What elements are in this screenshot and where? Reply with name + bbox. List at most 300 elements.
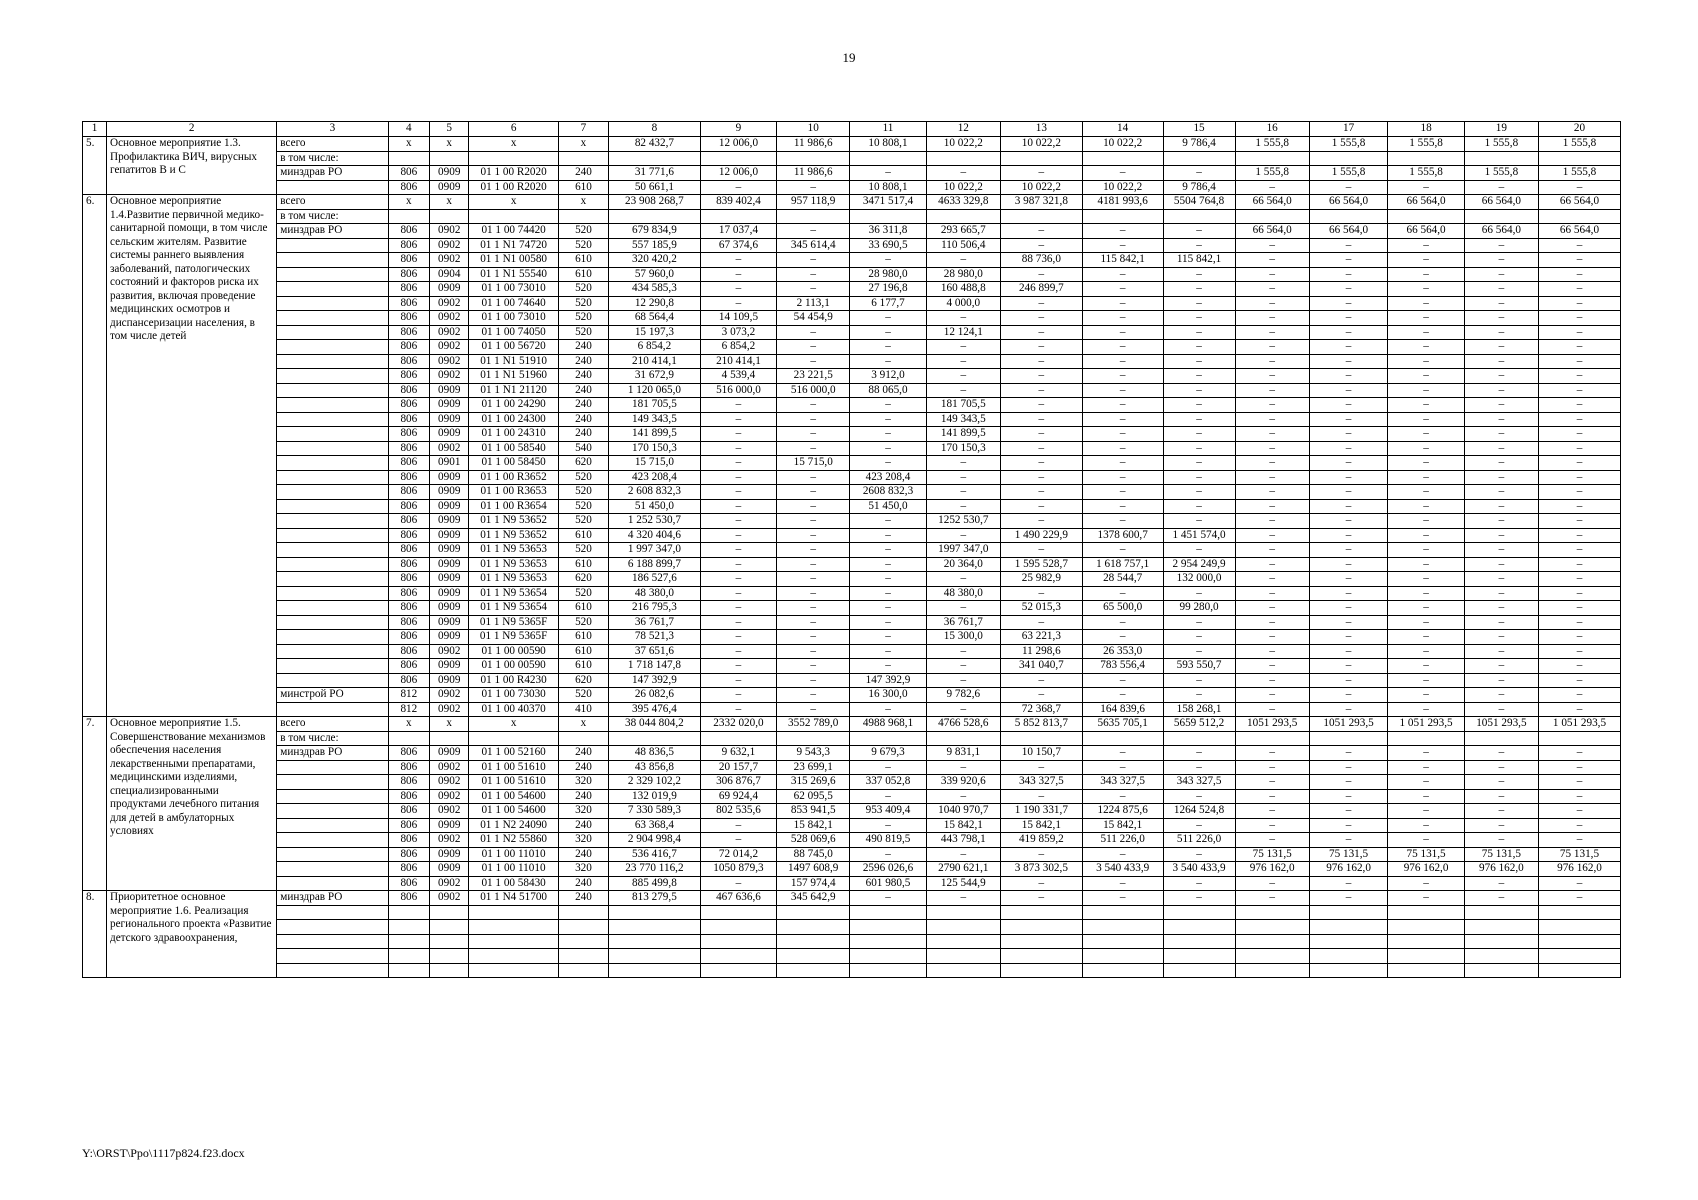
year-amount-cell bbox=[1388, 920, 1464, 935]
year-amount-cell: – bbox=[1163, 383, 1235, 398]
year-amount-cell: – bbox=[850, 253, 926, 268]
year-amount-cell: – bbox=[1388, 456, 1464, 471]
year-amount-cell: – bbox=[1464, 253, 1538, 268]
executor-cell bbox=[277, 586, 388, 601]
table-row bbox=[83, 427, 1621, 442]
year-amount-cell: – bbox=[1388, 760, 1464, 775]
column-number-cell: 18 bbox=[1388, 122, 1464, 137]
csr-code-cell: 01 1 N9 53654 bbox=[469, 601, 559, 616]
year-amount-cell: 75 131,5 bbox=[1388, 847, 1464, 862]
table-row bbox=[83, 543, 1621, 558]
year-amount-cell: – bbox=[1082, 166, 1163, 181]
column-number-cell: 5 bbox=[430, 122, 469, 137]
year-amount-cell: – bbox=[1000, 354, 1082, 369]
executor-cell bbox=[277, 514, 388, 529]
year-amount-cell: – bbox=[1163, 760, 1235, 775]
table-row bbox=[83, 789, 1621, 804]
year-amount-cell: – bbox=[1235, 659, 1309, 674]
year-amount-cell: – bbox=[777, 253, 850, 268]
year-amount-cell: – bbox=[1163, 630, 1235, 645]
year-amount-cell: 2332 020,0 bbox=[700, 717, 776, 732]
executor-cell bbox=[277, 673, 388, 688]
column-number-cell: 6 bbox=[469, 122, 559, 137]
year-amount-cell: – bbox=[850, 644, 926, 659]
executor-cell bbox=[277, 412, 388, 427]
year-amount-cell: – bbox=[1538, 572, 1620, 587]
year-amount-cell: – bbox=[777, 644, 850, 659]
executor-cell bbox=[277, 760, 388, 775]
year-amount-cell bbox=[1309, 209, 1388, 224]
year-amount-cell: 15 715,0 bbox=[777, 456, 850, 471]
total-amount-cell: 23 908 268,7 bbox=[609, 195, 701, 210]
year-amount-cell: – bbox=[1163, 427, 1235, 442]
year-amount-cell: – bbox=[700, 572, 776, 587]
year-amount-cell bbox=[850, 934, 926, 949]
vr-code-cell: 520 bbox=[558, 296, 608, 311]
year-amount-cell: – bbox=[1082, 296, 1163, 311]
year-amount-cell: – bbox=[1309, 557, 1388, 572]
year-amount-cell bbox=[1000, 209, 1082, 224]
rzpr-code-cell: 0901 bbox=[430, 456, 469, 471]
year-amount-cell: 839 402,4 bbox=[700, 195, 776, 210]
year-amount-cell: – bbox=[1309, 630, 1388, 645]
rzpr-code-cell: 0909 bbox=[430, 166, 469, 181]
year-amount-cell bbox=[1309, 949, 1388, 964]
year-amount-cell: – bbox=[1163, 311, 1235, 326]
grbs-code-cell: 806 bbox=[388, 876, 429, 891]
year-amount-cell: 10 022,2 bbox=[1082, 180, 1163, 195]
vr-code-cell: 610 bbox=[558, 180, 608, 195]
year-amount-cell: 12 006,0 bbox=[700, 166, 776, 181]
year-amount-cell: – bbox=[1163, 412, 1235, 427]
year-amount-cell: 1 555,8 bbox=[1538, 166, 1620, 181]
column-number-cell: 12 bbox=[926, 122, 1000, 137]
year-amount-cell: 516 000,0 bbox=[777, 383, 850, 398]
year-amount-cell: – bbox=[1000, 688, 1082, 703]
year-amount-cell: – bbox=[777, 224, 850, 239]
year-amount-cell: 110 506,4 bbox=[926, 238, 1000, 253]
year-amount-cell: – bbox=[1309, 572, 1388, 587]
grbs-code-cell: 806 bbox=[388, 238, 429, 253]
year-amount-cell: – bbox=[850, 325, 926, 340]
vr-code-cell: 520 bbox=[558, 543, 608, 558]
year-amount-cell: – bbox=[1235, 876, 1309, 891]
grbs-code-cell: 806 bbox=[388, 543, 429, 558]
csr-code-cell: 01 1 00 58450 bbox=[469, 456, 559, 471]
year-amount-cell: – bbox=[1309, 833, 1388, 848]
csr-code-cell bbox=[469, 209, 559, 224]
year-amount-cell: 4633 329,8 bbox=[926, 195, 1000, 210]
year-amount-cell: – bbox=[1235, 746, 1309, 761]
year-amount-cell: – bbox=[1388, 354, 1464, 369]
year-amount-cell: – bbox=[700, 427, 776, 442]
year-amount-cell bbox=[1309, 731, 1388, 746]
table-row bbox=[83, 731, 1621, 746]
year-amount-cell: – bbox=[777, 427, 850, 442]
total-amount-cell: 23 770 116,2 bbox=[609, 862, 701, 877]
year-amount-cell: – bbox=[1000, 456, 1082, 471]
year-amount-cell bbox=[1538, 963, 1620, 978]
year-amount-cell: – bbox=[850, 760, 926, 775]
year-amount-cell bbox=[777, 934, 850, 949]
rzpr-code-cell: 0909 bbox=[430, 601, 469, 616]
year-amount-cell: – bbox=[850, 659, 926, 674]
year-amount-cell: – bbox=[1388, 325, 1464, 340]
year-amount-cell bbox=[700, 151, 776, 166]
grbs-code-cell: 806 bbox=[388, 485, 429, 500]
year-amount-cell: – bbox=[1309, 499, 1388, 514]
year-amount-cell: – bbox=[1538, 615, 1620, 630]
year-amount-cell: 5635 705,1 bbox=[1082, 717, 1163, 732]
year-amount-cell: – bbox=[1464, 311, 1538, 326]
year-amount-cell: 17 037,4 bbox=[700, 224, 776, 239]
year-amount-cell: – bbox=[1538, 833, 1620, 848]
year-amount-cell: – bbox=[1235, 789, 1309, 804]
total-amount-cell: 50 661,1 bbox=[609, 180, 701, 195]
year-amount-cell: 976 162,0 bbox=[1388, 862, 1464, 877]
year-amount-cell: – bbox=[926, 499, 1000, 514]
vr-code-cell: 610 bbox=[558, 644, 608, 659]
total-amount-cell bbox=[609, 920, 701, 935]
year-amount-cell: – bbox=[1082, 586, 1163, 601]
year-amount-cell: 75 131,5 bbox=[1309, 847, 1388, 862]
year-amount-cell: 339 920,6 bbox=[926, 775, 1000, 790]
year-amount-cell: 10 022,2 bbox=[926, 180, 1000, 195]
rzpr-code-cell: 0902 bbox=[430, 238, 469, 253]
vr-code-cell: 620 bbox=[558, 456, 608, 471]
year-amount-cell: 1051 293,5 bbox=[1309, 717, 1388, 732]
year-amount-cell: 20 364,0 bbox=[926, 557, 1000, 572]
executor-cell bbox=[277, 485, 388, 500]
table-row bbox=[83, 760, 1621, 775]
grbs-code-cell bbox=[388, 151, 429, 166]
year-amount-cell: 1 618 757,1 bbox=[1082, 557, 1163, 572]
year-amount-cell: – bbox=[777, 340, 850, 355]
year-amount-cell: – bbox=[1000, 470, 1082, 485]
executor-cell bbox=[277, 238, 388, 253]
year-amount-cell: – bbox=[777, 499, 850, 514]
year-amount-cell bbox=[1163, 934, 1235, 949]
year-amount-cell: 9 782,6 bbox=[926, 688, 1000, 703]
year-amount-cell: – bbox=[1000, 267, 1082, 282]
year-amount-cell: 36 761,7 bbox=[926, 615, 1000, 630]
table-row bbox=[83, 746, 1621, 761]
total-amount-cell: 141 899,5 bbox=[609, 427, 701, 442]
year-amount-cell: – bbox=[1000, 311, 1082, 326]
year-amount-cell: – bbox=[1309, 282, 1388, 297]
year-amount-cell: – bbox=[1000, 224, 1082, 239]
csr-code-cell bbox=[469, 731, 559, 746]
year-amount-cell: – bbox=[1309, 644, 1388, 659]
rzpr-code-cell: 0909 bbox=[430, 659, 469, 674]
year-amount-cell: 158 268,1 bbox=[1163, 702, 1235, 717]
year-amount-cell: – bbox=[1163, 354, 1235, 369]
year-amount-cell: 66 564,0 bbox=[1235, 195, 1309, 210]
year-amount-cell: 1040 970,7 bbox=[926, 804, 1000, 819]
table-row bbox=[83, 688, 1621, 703]
year-amount-cell: – bbox=[1309, 412, 1388, 427]
year-amount-cell: – bbox=[1309, 354, 1388, 369]
year-amount-cell: 9 786,4 bbox=[1163, 180, 1235, 195]
year-amount-cell: 1497 608,9 bbox=[777, 862, 850, 877]
table-row bbox=[83, 876, 1621, 891]
table-row bbox=[83, 630, 1621, 645]
year-amount-cell: – bbox=[1464, 412, 1538, 427]
year-amount-cell: – bbox=[1235, 673, 1309, 688]
year-amount-cell: 210 414,1 bbox=[700, 354, 776, 369]
year-amount-cell: – bbox=[1538, 876, 1620, 891]
year-amount-cell bbox=[1309, 151, 1388, 166]
executor-cell bbox=[277, 369, 388, 384]
vr-code-cell bbox=[558, 934, 608, 949]
year-amount-cell: 293 665,7 bbox=[926, 224, 1000, 239]
year-amount-cell: – bbox=[1000, 325, 1082, 340]
year-amount-cell bbox=[777, 151, 850, 166]
executor-cell bbox=[277, 456, 388, 471]
year-amount-cell: – bbox=[1309, 383, 1388, 398]
year-amount-cell bbox=[1388, 905, 1464, 920]
table-row bbox=[83, 644, 1621, 659]
vr-code-cell: 610 bbox=[558, 630, 608, 645]
year-amount-cell: – bbox=[1000, 296, 1082, 311]
csr-code-cell: 01 1 00 24300 bbox=[469, 412, 559, 427]
executor-cell bbox=[277, 905, 388, 920]
vr-code-cell: 240 bbox=[558, 789, 608, 804]
year-amount-cell: – bbox=[1082, 224, 1163, 239]
year-amount-cell bbox=[1235, 905, 1309, 920]
year-amount-cell: – bbox=[700, 412, 776, 427]
year-amount-cell: 10 022,2 bbox=[1000, 180, 1082, 195]
year-amount-cell: – bbox=[1000, 760, 1082, 775]
year-amount-cell: – bbox=[1082, 847, 1163, 862]
year-amount-cell: – bbox=[1235, 441, 1309, 456]
year-amount-cell: – bbox=[1235, 630, 1309, 645]
year-amount-cell: – bbox=[926, 659, 1000, 674]
year-amount-cell: – bbox=[1388, 499, 1464, 514]
year-amount-cell: – bbox=[777, 586, 850, 601]
year-amount-cell: 957 118,9 bbox=[777, 195, 850, 210]
total-amount-cell: 395 476,4 bbox=[609, 702, 701, 717]
csr-code-cell: 01 1 N1 51910 bbox=[469, 354, 559, 369]
year-amount-cell: 66 564,0 bbox=[1309, 224, 1388, 239]
year-amount-cell: 11 298,6 bbox=[1000, 644, 1082, 659]
year-amount-cell: – bbox=[1309, 238, 1388, 253]
rzpr-code-cell bbox=[430, 151, 469, 166]
total-amount-cell: 536 416,7 bbox=[609, 847, 701, 862]
vr-code-cell: x bbox=[558, 195, 608, 210]
year-amount-cell: – bbox=[1388, 702, 1464, 717]
year-amount-cell: – bbox=[700, 485, 776, 500]
vr-code-cell: 240 bbox=[558, 760, 608, 775]
year-amount-cell: – bbox=[1538, 514, 1620, 529]
year-amount-cell: – bbox=[1388, 818, 1464, 833]
year-amount-cell: – bbox=[1235, 267, 1309, 282]
table-row bbox=[83, 963, 1621, 978]
vr-code-cell bbox=[558, 151, 608, 166]
rzpr-code-cell: 0902 bbox=[430, 340, 469, 355]
csr-code-cell bbox=[469, 920, 559, 935]
year-amount-cell: – bbox=[850, 601, 926, 616]
year-amount-cell: 1 555,8 bbox=[1538, 137, 1620, 152]
year-amount-cell: 4988 968,1 bbox=[850, 717, 926, 732]
year-amount-cell: – bbox=[850, 543, 926, 558]
grbs-code-cell: 806 bbox=[388, 253, 429, 268]
year-amount-cell: – bbox=[700, 673, 776, 688]
year-amount-cell: – bbox=[1538, 456, 1620, 471]
total-amount-cell: 2 904 998,4 bbox=[609, 833, 701, 848]
year-amount-cell: – bbox=[777, 325, 850, 340]
year-amount-cell: – bbox=[1000, 427, 1082, 442]
year-amount-cell: – bbox=[850, 311, 926, 326]
executor-cell bbox=[277, 876, 388, 891]
year-amount-cell bbox=[1000, 934, 1082, 949]
year-amount-cell: 15 842,1 bbox=[777, 818, 850, 833]
vr-code-cell bbox=[558, 920, 608, 935]
csr-code-cell: 01 1 N1 51960 bbox=[469, 369, 559, 384]
column-number-cell: 19 bbox=[1464, 122, 1538, 137]
table-row bbox=[83, 151, 1621, 166]
total-amount-cell: 170 150,3 bbox=[609, 441, 701, 456]
year-amount-cell: – bbox=[926, 311, 1000, 326]
rzpr-code-cell: 0909 bbox=[430, 543, 469, 558]
grbs-code-cell bbox=[388, 949, 429, 964]
year-amount-cell bbox=[1082, 949, 1163, 964]
year-amount-cell: 181 705,5 bbox=[926, 398, 1000, 413]
vr-code-cell: 240 bbox=[558, 166, 608, 181]
year-amount-cell: 1 555,8 bbox=[1309, 137, 1388, 152]
year-amount-cell: 1 555,8 bbox=[1388, 137, 1464, 152]
csr-code-cell: 01 1 00 51610 bbox=[469, 775, 559, 790]
year-amount-cell: – bbox=[1309, 673, 1388, 688]
vr-code-cell: 520 bbox=[558, 238, 608, 253]
year-amount-cell: – bbox=[850, 166, 926, 181]
year-amount-cell bbox=[850, 963, 926, 978]
table-row bbox=[83, 267, 1621, 282]
table-row bbox=[83, 224, 1621, 239]
executor-cell bbox=[277, 282, 388, 297]
year-amount-cell: 75 131,5 bbox=[1538, 847, 1620, 862]
year-amount-cell: – bbox=[1163, 340, 1235, 355]
rzpr-code-cell: 0909 bbox=[430, 499, 469, 514]
rzpr-code-cell: 0909 bbox=[430, 412, 469, 427]
year-amount-cell: 3 540 433,9 bbox=[1163, 862, 1235, 877]
year-amount-cell: 976 162,0 bbox=[1538, 862, 1620, 877]
vr-code-cell: 320 bbox=[558, 833, 608, 848]
year-amount-cell: – bbox=[1388, 876, 1464, 891]
year-amount-cell: 12 124,1 bbox=[926, 325, 1000, 340]
year-amount-cell: – bbox=[1000, 891, 1082, 906]
vr-code-cell: 320 bbox=[558, 804, 608, 819]
year-amount-cell: – bbox=[1082, 456, 1163, 471]
year-amount-cell: – bbox=[1000, 238, 1082, 253]
year-amount-cell bbox=[926, 963, 1000, 978]
year-amount-cell: – bbox=[1235, 644, 1309, 659]
year-amount-cell: – bbox=[1538, 354, 1620, 369]
year-amount-cell: – bbox=[777, 572, 850, 587]
year-amount-cell: 132 000,0 bbox=[1163, 572, 1235, 587]
year-amount-cell: 5 852 813,7 bbox=[1000, 717, 1082, 732]
table-row bbox=[83, 238, 1621, 253]
year-amount-cell: 6 177,7 bbox=[850, 296, 926, 311]
rzpr-code-cell bbox=[430, 905, 469, 920]
year-amount-cell: – bbox=[1464, 354, 1538, 369]
table-row bbox=[83, 485, 1621, 500]
vr-code-cell: 520 bbox=[558, 311, 608, 326]
executor-cell: минздрав РО bbox=[277, 224, 388, 239]
year-amount-cell: – bbox=[1235, 760, 1309, 775]
rzpr-code-cell: 0902 bbox=[430, 760, 469, 775]
year-amount-cell: 2608 832,3 bbox=[850, 485, 926, 500]
year-amount-cell: 1 490 229,9 bbox=[1000, 528, 1082, 543]
total-amount-cell bbox=[609, 949, 701, 964]
year-amount-cell: 160 488,8 bbox=[926, 282, 1000, 297]
csr-code-cell: 01 1 00 R4230 bbox=[469, 673, 559, 688]
year-amount-cell: – bbox=[1163, 369, 1235, 384]
year-amount-cell: 125 544,9 bbox=[926, 876, 1000, 891]
year-amount-cell bbox=[1163, 731, 1235, 746]
table-row bbox=[83, 282, 1621, 297]
year-amount-cell: – bbox=[1309, 891, 1388, 906]
year-amount-cell: – bbox=[1538, 311, 1620, 326]
year-amount-cell: – bbox=[1538, 630, 1620, 645]
year-amount-cell: – bbox=[1388, 688, 1464, 703]
year-amount-cell: – bbox=[1309, 514, 1388, 529]
total-amount-cell: 48 380,0 bbox=[609, 586, 701, 601]
table-row bbox=[83, 615, 1621, 630]
year-amount-cell: – bbox=[1538, 775, 1620, 790]
year-amount-cell: 23 221,5 bbox=[777, 369, 850, 384]
total-amount-cell: 147 392,9 bbox=[609, 673, 701, 688]
year-amount-cell: – bbox=[1464, 282, 1538, 297]
year-amount-cell: – bbox=[1538, 441, 1620, 456]
year-amount-cell: – bbox=[777, 528, 850, 543]
year-amount-cell: – bbox=[1538, 282, 1620, 297]
page-number: 19 bbox=[842, 50, 856, 65]
year-amount-cell: – bbox=[1388, 267, 1464, 282]
year-amount-cell bbox=[1235, 209, 1309, 224]
total-amount-cell: 423 208,4 bbox=[609, 470, 701, 485]
year-amount-cell: – bbox=[1538, 412, 1620, 427]
year-amount-cell: – bbox=[700, 499, 776, 514]
year-amount-cell: – bbox=[1388, 630, 1464, 645]
year-amount-cell: – bbox=[1388, 470, 1464, 485]
grbs-code-cell: x bbox=[388, 195, 429, 210]
grbs-code-cell: 806 bbox=[388, 789, 429, 804]
executor-cell bbox=[277, 789, 388, 804]
vr-code-cell: 520 bbox=[558, 688, 608, 703]
total-amount-cell: 2 329 102,2 bbox=[609, 775, 701, 790]
total-amount-cell: 132 019,9 bbox=[609, 789, 701, 804]
year-amount-cell: – bbox=[777, 470, 850, 485]
year-amount-cell: – bbox=[700, 282, 776, 297]
executor-cell bbox=[277, 702, 388, 717]
year-amount-cell bbox=[1388, 934, 1464, 949]
executor-cell bbox=[277, 601, 388, 616]
executor-cell bbox=[277, 920, 388, 935]
column-number-cell: 11 bbox=[850, 122, 926, 137]
year-amount-cell: – bbox=[850, 354, 926, 369]
year-amount-cell: – bbox=[926, 601, 1000, 616]
executor-cell bbox=[277, 833, 388, 848]
year-amount-cell: 1264 524,8 bbox=[1163, 804, 1235, 819]
csr-code-cell: 01 1 N1 21120 bbox=[469, 383, 559, 398]
year-amount-cell: – bbox=[1388, 180, 1464, 195]
table-row bbox=[83, 195, 1621, 210]
year-amount-cell: – bbox=[1235, 369, 1309, 384]
year-amount-cell: – bbox=[1309, 746, 1388, 761]
year-amount-cell: – bbox=[1309, 876, 1388, 891]
table-row bbox=[83, 514, 1621, 529]
